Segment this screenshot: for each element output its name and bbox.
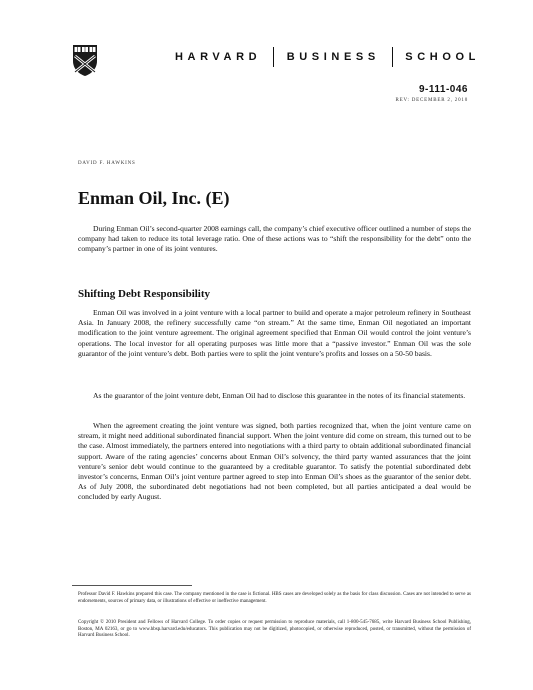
section-paragraph-1: Enman Oil was involved in a joint venture with a local partner to build and operate a major petroleum refinery in Southeast Asia. In January 2008, the refinery successfully came “on stream.” At the same time, Enman Oil negotiated an important modification to the joint venture agreement. The original agreement specified that Enman Oil would control the joint venture’s operations. The local investor for all operating purposes was little more that a “passive investor.” Enman Oil was the sole guarantor of the joint venture’s debt. Both parties were to split the joint venture’s profits and losses on a 50-50 basis.: [78, 308, 471, 358]
page-title: Enman Oil, Inc. (E): [78, 188, 230, 208]
intro-paragraph: During Enman Oil’s second-quarter 2008 earnings call, the company’s chief executive officer outlined a number of steps the company had taken to reduce its total leverage ratio. One of these actions was to “shift the responsibility for the debt” onto the company’s partner in one of its joint ventures.: [78, 224, 471, 254]
masthead-word-business: BUSINESS: [286, 51, 380, 63]
section-paragraph-3: When the agreement creating the joint venture was signed, both parties recognized that, when the joint venture came on stream, it might need additional subordinated financial support. When the joint venture did come on stream, this turned out to be the case. Almost immediately, the partners entered into negotiations with a third party to obtain additional subordinated financial support. Aware of the rating agencies’ concerns about Enman Oil’s solvency, the third party wanted assurances that the joint venture’s senior debt would continue to the guaranteed by a creditable guarantor. To satisfy the potential subordinated debt investor’s concerns, Enman Oil’s joint venture partner agreed to step into Enman Oil’s shoes as the guarantor of the senior debt. As of July 2008, the subordinated debt negotiations had not been completed, but all parties anticipated a deal would be concluded by early August.: [78, 421, 471, 502]
school-masthead: [175, 46, 480, 68]
case-note: Professor David F. Hawkins prepared this case. The company mentioned in the case is fictional. HBS cases are developed solely as the basis for class discussion. Cases are not intended to serve as endorsements, sources of primary data, or illustrations of effective or ineffective management.: [78, 592, 471, 604]
masthead-divider: [273, 47, 274, 67]
copyright-notice: Copyright © 2010 President and Fellows of Harvard College. To order copies or request permission to reproduce materials, call 1-800-545-7685, write Harvard Business School Publishing, Boston, MA 02163, or go to www.hbsp.harvard.edu/educators. This publication may not be digitized, photocopied, or otherwise reproduced, posted, or transmitted, without the permission of Harvard Business School.: [78, 620, 471, 639]
section-heading: Shifting Debt Responsibility: [78, 288, 211, 300]
revision-date: REV: DECEMBER 2, 2010: [395, 98, 468, 103]
harvard-shield-icon: [72, 44, 98, 77]
section-paragraph-2: As the guarantor of the joint venture debt, Enman Oil had to disclose this guarantee in the notes of its financial statements.: [93, 391, 466, 400]
masthead-word-school: SCHOOL: [405, 51, 480, 63]
masthead-divider: [392, 47, 393, 67]
footnote-divider: [72, 585, 192, 586]
masthead-word-harvard: HARVARD: [175, 51, 262, 63]
author-name: DAVID F. HAWKINS: [78, 161, 136, 166]
document-number: 9-111-046: [419, 84, 468, 95]
